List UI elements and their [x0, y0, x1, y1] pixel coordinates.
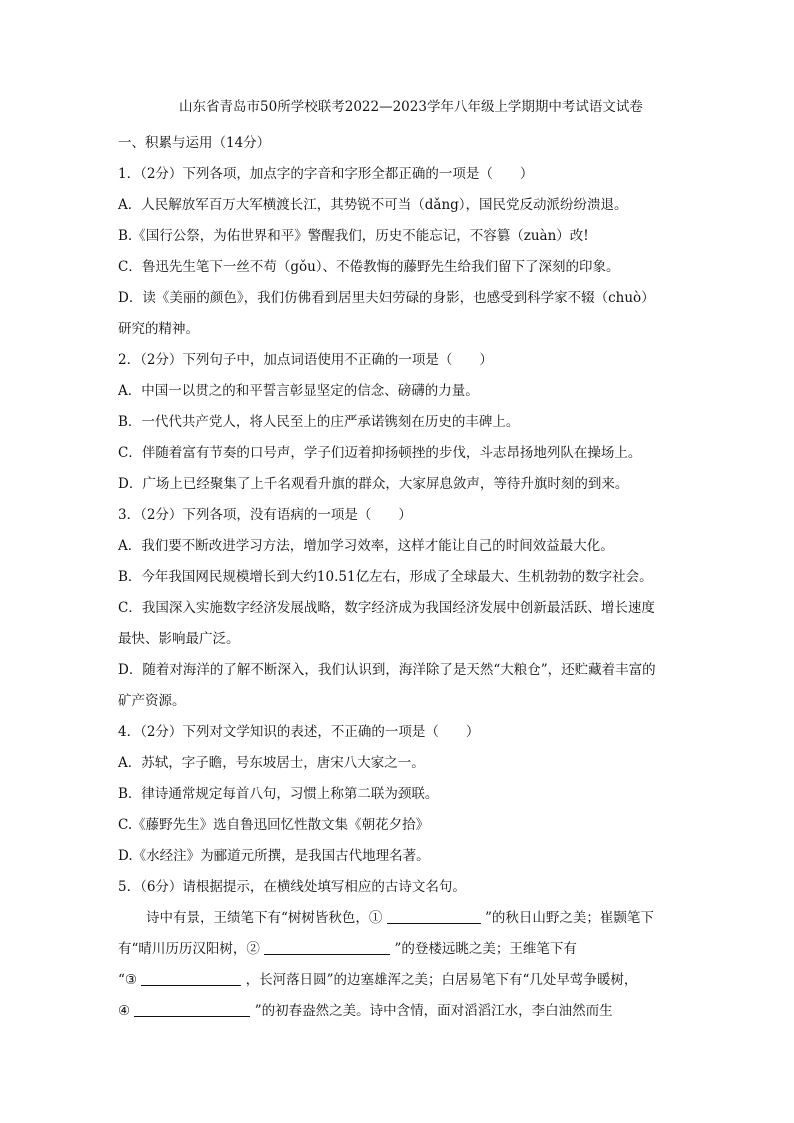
text-segment: ，长河落日圆”的边塞雄浑之美；白居易笔下有“几处早莺争暖树，	[245, 972, 638, 988]
text-segment: 有“晴川历历汉阳树，②	[118, 941, 260, 957]
question-stem: 5．（6分）请根据提示，在横线处填写相应的古诗文名句。	[118, 879, 466, 895]
question-stem: 3．（2分）下列各项，没有语病的一项是（ ）	[118, 507, 412, 523]
option-c: C.《藤野先生》选自鲁迅回忆性散文集《朝花夕拾》	[118, 817, 430, 833]
text-segment: ”的初春盎然之美。诗中含情，面对滔滔江水，李白油然而生	[254, 1003, 613, 1019]
option-d: D．广场上已经聚集了上千名观看升旗的群众，大家屏息敛声，等待升旗时刻的到来。	[118, 476, 629, 492]
text-segment: ”的秋日山野之美；崔颢笔下	[485, 910, 654, 926]
option-d-continued: 矿产资源。	[118, 693, 186, 709]
poem-paragraph-line-1	[118, 903, 678, 934]
option-a: A．我们要不断改进学习方法，增加学习效率，这样才能让自己的时间效益最大化。	[118, 538, 614, 554]
fill-blank-3[interactable]	[141, 970, 241, 986]
option-c: C．鲁迅先生笔下一丝不苟（gǒu）、不倦教悔的藤野先生给我们留下了深刻的印象。	[118, 259, 620, 275]
fill-blank-4[interactable]	[134, 1001, 250, 1017]
option-d: D.《水经注》为郦道元所撰，是我国古代地理名著。	[118, 848, 430, 864]
fill-blank-2[interactable]	[264, 939, 390, 955]
option-d: D．随着对海洋的了解不断深入，我们认识到，海洋除了是天然“大粮仓”，还贮藏着丰富的	[118, 662, 656, 678]
option-a: A．苏轼，字子瞻，号东坡居士，唐宋八大家之一。	[118, 755, 425, 771]
option-b: B.《国行公祭，为佑世界和平》警醒我们，历史不能忘记，不容篡（zuàn）改!	[118, 228, 589, 244]
question-stem: 4．（2分）下列对文学知识的表述，不正确的一项是（ ）	[118, 724, 480, 740]
option-d-continued: 研究的精神。	[118, 321, 199, 337]
text-segment: ”的登楼远眺之美；王维笔下有	[394, 941, 577, 957]
option-b: B．一代代共产党人，将人民至上的庄严承诺镌刻在历史的丰碑上。	[118, 414, 520, 430]
section-heading: 一、积累与运用（14分）	[118, 135, 271, 151]
option-d: D．读《美丽的颜色》，我们仿佛看到居里夫妇劳碌的身影，也感受到科学家不辍（chuò）	[118, 290, 655, 306]
text-segment: 诗中有景，王绩笔下有“树树皆秋色，①	[146, 910, 383, 926]
exam-title: 山东省青岛市50所学校联考2022—2023学年八年级上学期期中考试语文试卷	[179, 99, 643, 115]
text-segment: “③	[118, 972, 138, 988]
option-b: B．律诗通常规定每首八句，习惯上称第二联为颈联。	[118, 786, 439, 802]
option-c-continued: 最快、影响最广泛。	[118, 631, 240, 647]
option-a: A．人民解放军百万大军横渡长江，其势锐不可当（dǎng），国民党反动派纷纷溃退。	[118, 197, 628, 213]
option-c: C．我国深入实施数字经济发展战略，数字经济成为我国经济发展中创新最活跃、增长速度	[118, 600, 655, 616]
poem-paragraph-line-2	[118, 934, 678, 965]
exam-page	[118, 98, 678, 1027]
option-a: A．中国一以贯之的和平誓言彰显坚定的信念、磅礴的力量。	[118, 383, 479, 399]
option-c: C．伴随着富有节奏的口号声，学子们迈着抑扬顿挫的步伐，斗志昂扬地列队在操场上。	[118, 445, 642, 461]
text-segment: ④	[118, 1003, 131, 1019]
question-stem: 2．（2分）下列句子中，加点词语使用不正确的一项是（ ）	[118, 352, 493, 368]
question-stem: 1．（2分）下列各项，加点字的字音和字形全都正确的一项是（ ）	[118, 166, 534, 182]
fill-blank-1[interactable]	[387, 908, 481, 924]
poem-paragraph-line-3	[118, 965, 678, 996]
option-b: B．今年我国网民规模增长到大约10.51亿左右，形成了全球最大、生机勃勃的数字社会。	[118, 569, 653, 585]
poem-paragraph-line-4	[118, 996, 678, 1027]
